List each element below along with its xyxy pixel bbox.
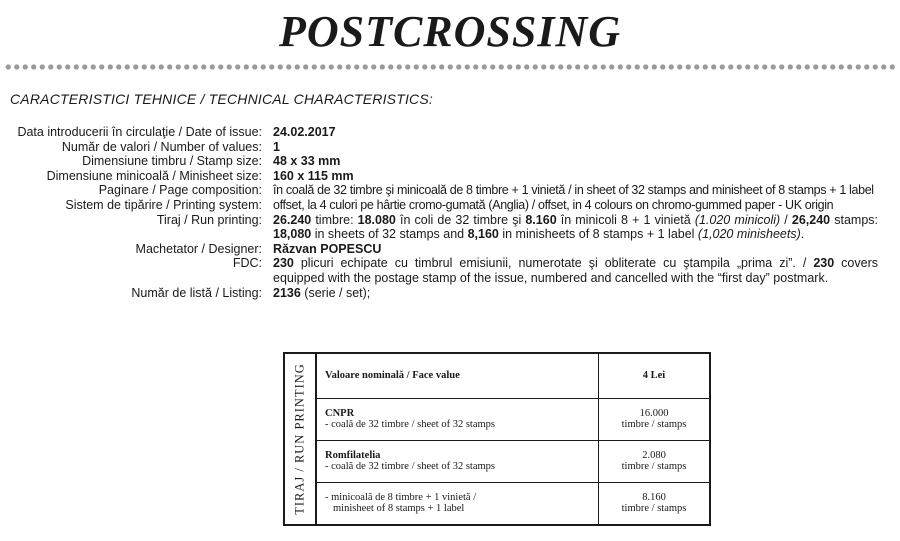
row-detail: - coală de 32 timbre / sheet of 32 stamps xyxy=(325,461,495,472)
qty-number: 2.080 xyxy=(642,450,666,461)
header-value: 4 Lei xyxy=(599,354,710,398)
table-row xyxy=(317,398,709,440)
run-minisheets-en: 8,160 xyxy=(467,227,499,242)
spec-row-page xyxy=(0,183,900,198)
run-text: timbre: xyxy=(311,212,358,227)
spec-row-date xyxy=(0,125,900,140)
row-qty xyxy=(599,398,710,440)
face-value-table xyxy=(317,354,709,524)
run-minisheets-count: (1,020 minisheets) xyxy=(697,227,801,242)
run-text: stamps: xyxy=(830,212,878,227)
run-sheets-ro: 18.080 xyxy=(357,212,396,227)
spec-label: Machetator / Designer: xyxy=(135,241,262,256)
row-detail: minisheet of 8 stamps + 1 label xyxy=(333,503,465,515)
header-label: Valoare nominală / Face value xyxy=(317,354,599,398)
side-label-text: TIRAJ / RUN PRINTING xyxy=(292,363,307,515)
spec-row-values xyxy=(0,140,900,155)
spec-label: Sistem de tipărire / Printing system: xyxy=(65,197,262,212)
qty-unit: timbre / stamps xyxy=(621,503,687,515)
run-text: / xyxy=(780,212,792,227)
spec-label: Dimensiune minicoală / Minisheet size: xyxy=(46,168,262,183)
spec-row-stamp-size xyxy=(0,154,900,169)
row-qty xyxy=(599,482,710,524)
run-text: în minicoli 8 + 1 vinietă xyxy=(556,212,695,227)
row-desc xyxy=(317,482,599,524)
table-row xyxy=(317,440,709,482)
spec-value xyxy=(273,242,878,257)
table-header-row xyxy=(317,354,709,398)
row-name: Romfilatelia xyxy=(325,450,381,461)
spec-label: Număr de listă / Listing: xyxy=(131,285,262,300)
spec-value xyxy=(273,140,878,155)
spec-label: Data introducerii în circulaţie / Date of issue: xyxy=(17,125,262,139)
spec-row-fdc xyxy=(0,256,900,285)
table-side-label xyxy=(285,354,317,524)
spec-label: FDC: xyxy=(232,256,262,271)
dotted-divider xyxy=(4,64,896,70)
spec-value xyxy=(273,154,878,169)
row-qty xyxy=(599,440,710,482)
fdc-count-ro: 230 xyxy=(273,256,294,271)
fdc-text: plicuri echipate cu timbrul emisiunii, numerotate şi obliterate cu ştampila „prima zi”. / xyxy=(293,256,814,271)
printing-value: offset, la 4 culori pe hârtie cromo-gumată (Anglia) / offset, in 4 colours on chromo-gummed paper - UK origin xyxy=(273,197,834,212)
qty-unit: timbre / stamps xyxy=(621,461,687,472)
spec-row-designer xyxy=(0,242,900,257)
row-name: CNPR xyxy=(325,408,355,419)
listing-text: (serie / set); xyxy=(300,285,371,300)
run-printing-table xyxy=(283,352,711,526)
spec-label: Tiraj / Run printing: xyxy=(156,212,262,227)
fdc-text: covers equipped with the postage stamp of the issue, numbered and cancelled with the “first day” postmark. xyxy=(273,256,878,285)
table-row xyxy=(317,482,709,524)
run-text: in sheets of 32 stamps and xyxy=(311,227,468,242)
spec-row-printing xyxy=(0,198,900,213)
run-sheets-en: 18,080 xyxy=(273,227,312,242)
run-minicoli: (1.020 minicoli) xyxy=(694,212,781,227)
technical-specs xyxy=(0,125,900,300)
run-text: . xyxy=(800,227,805,242)
spec-value xyxy=(273,125,878,140)
fdc-value xyxy=(273,256,878,285)
run-text: în coli de 32 timbre şi xyxy=(395,212,526,227)
section-subtitle: CARACTERISTICI TEHNICE / TECHNICAL CHARACTERISTICS: xyxy=(10,91,433,107)
minisheet-size-value: 160 x 115 mm xyxy=(273,168,354,183)
run-minisheets-ro: 8.160 xyxy=(525,212,557,227)
designer-value: Răzvan POPESCU xyxy=(273,241,382,256)
fdc-count-en: 230 xyxy=(813,256,835,271)
row-desc xyxy=(317,398,599,440)
row-desc xyxy=(317,440,599,482)
run-value xyxy=(273,213,878,242)
run-total-ro: 26.240 xyxy=(273,212,312,227)
spec-row-listing xyxy=(0,286,900,301)
run-text: in minisheets of 8 stamps + 1 label xyxy=(498,227,698,242)
spec-row-run xyxy=(0,213,900,242)
spec-label: Dimensiune timbru / Stamp size: xyxy=(82,154,262,169)
qty-unit: timbre / stamps xyxy=(621,419,687,430)
page-value: în coală de 32 timbre şi minicoală de 8 timbre + 1 vinietă / in sheet of 32 stamps and minisheet of 8 stamps + 1 label xyxy=(273,183,874,198)
page-title: POSTCROSSING xyxy=(278,7,622,56)
row-detail: - minicoală de 8 timbre + 1 vinietă / xyxy=(325,492,477,504)
date-value: 24.02.2017 xyxy=(273,125,336,139)
qty-number: 16.000 xyxy=(639,408,669,419)
spec-label: Paginare / Page composition: xyxy=(98,183,262,198)
qty-number: 8.160 xyxy=(642,492,666,504)
spec-label: Număr de valori / Number of values: xyxy=(61,139,262,154)
listing-value xyxy=(273,286,878,301)
spec-row-minisheet-size xyxy=(0,169,900,184)
row-detail: - coală de 32 timbre / sheet of 32 stamps xyxy=(325,419,495,430)
spec-value xyxy=(273,169,878,184)
values-value: 1 xyxy=(273,139,280,154)
run-total-en: 26,240 xyxy=(791,212,831,227)
stamp-size-value: 48 x 33 mm xyxy=(273,154,341,169)
listing-number: 2136 xyxy=(273,285,301,300)
